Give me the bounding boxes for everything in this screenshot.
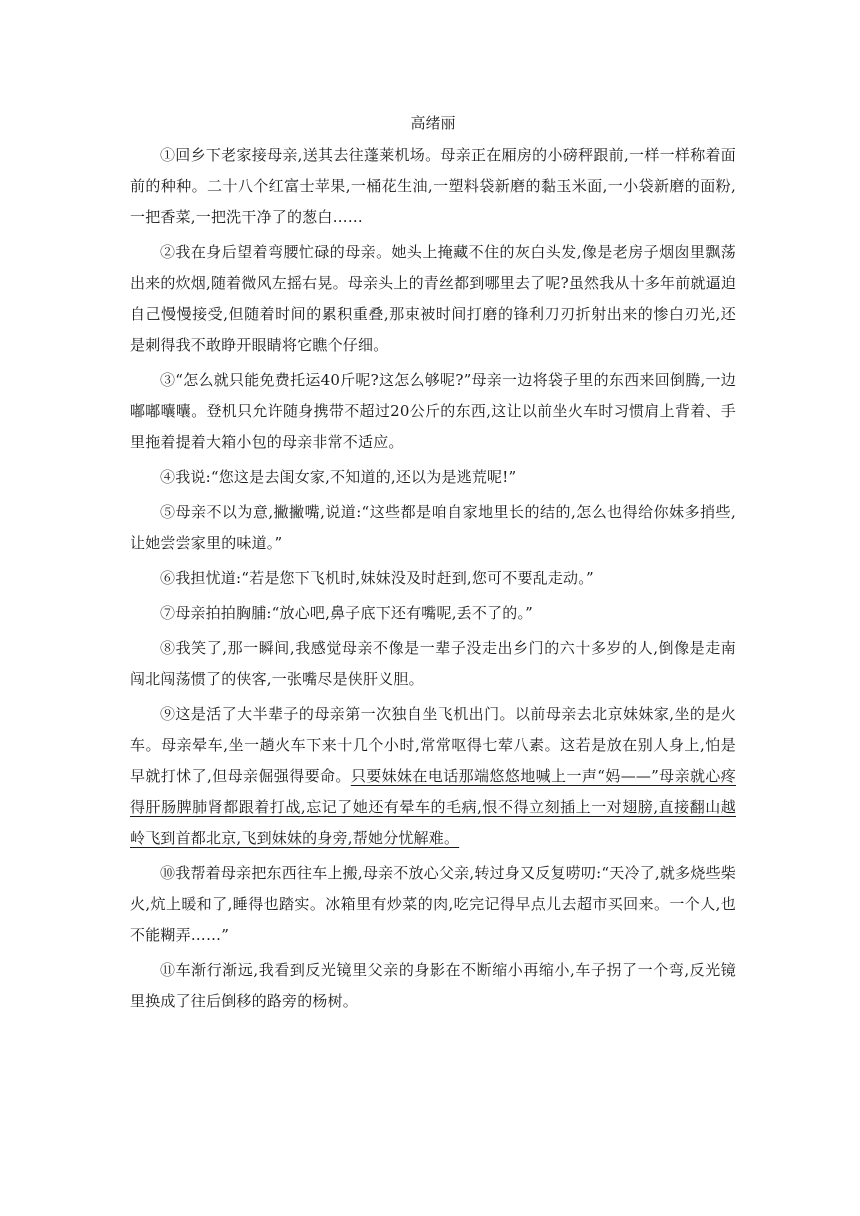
paragraph-10: ⑩我帮着母亲把东西往车上搬,母亲不放心父亲,转过身又反复唠叨:“天冷了,就多烧些柴火,炕上暖和了,睡得也踏实。冰箱里有炒菜的肉,吃完记得早点儿去超市买回来。一个人,也不能糊弄……”	[130, 864, 736, 944]
underlined-sentence: 只要妹妹在电话那端悠悠地喊上一声“妈——”母亲就心疼得肝肠脾肺肾都跟着打战,忘记了她还有晕车的毛病,恨不得立刻插上一对翅膀,直接翻山越岭飞到首都北京,飞到妹妹的身旁,帮她分忧解难。	[130, 767, 736, 847]
paragraph-1: ①回乡下老家接母亲,送其去往蓬莱机场。母亲正在厢房的小磅秤跟前,一样一样称着面前的种种。二十八个红富士苹果,一桶花生油,一塑料袋新磨的黏玉米面,一小袋新磨的面粉,一把香菜,一把洗干净了的葱白……	[130, 146, 736, 226]
author-name: 高绪丽	[410, 114, 456, 132]
document-page	[130, 112, 736, 1021]
paragraph-6: ⑥我担忧道:“若是您下飞机时,妹妹没及时赶到,您可不要乱走动。”	[160, 569, 594, 587]
paragraph-9	[130, 699, 736, 854]
paragraph-3: ③“怎么就只能免费托运40斤呢?这怎么够呢?”母亲一边将袋子里的东西来回倒腾,一边嘟嘟囔囔。登机只允许随身携带不超过20公斤的东西,这让以前坐火车时习惯肩上背着、手里拖着提着大箱小包的母亲非常不适应。	[130, 371, 736, 451]
paragraph-7: ⑦母亲拍拍胸脯:“放心吧,鼻子底下还有嘴呢,丢不了的。”	[160, 604, 534, 622]
paragraph-11: ⑪车渐行渐远,我看到反光镜里父亲的身影在不断缩小再缩小,车子拐了一个弯,反光镜里换成了往后倒移的路旁的杨树。	[130, 961, 736, 1010]
paragraph-4: ④我说:“您这是去闺女家,不知道的,还以为是逃荒呢!”	[160, 468, 517, 486]
paragraph-2: ②我在身后望着弯腰忙碌的母亲。她头上掩藏不住的灰白头发,像是老房子烟囱里飘荡出来的炊烟,随着微风左摇右晃。母亲头上的青丝都到哪里去了呢?虽然我从十多年前就逼迫自己慢慢接受,但随着时间的累积重叠,那束被时间打磨的锋利刀刃折射出来的惨白刃光,还是刺得我不敢睁开眼睛将它瞧个仔细。	[130, 243, 737, 354]
paragraph-5: ⑤母亲不以为意,撇撇嘴,说道:“这些都是咱自家地里长的结的,怎么也得给你妹多捎些,让她尝尝家里的味道。”	[130, 503, 736, 552]
paragraph-8: ⑧我笑了,那一瞬间,我感觉母亲不像是一辈子没走出乡门的六十多岁的人,倒像是走南闯北闯荡惯了的侠客,一张嘴尽是侠肝义胆。	[130, 639, 736, 688]
paragraph-9-text: ⑨这是活了大半辈子的母亲第一次独自坐飞机出门。以前母亲去北京妹妹家,坐的是火车。母亲晕车,坐一趟火车下来十几个小时,常常呕得七荤八素。这若是放在别人身上,怕是早就打怵了,但母亲倔强得要命。	[130, 705, 736, 785]
